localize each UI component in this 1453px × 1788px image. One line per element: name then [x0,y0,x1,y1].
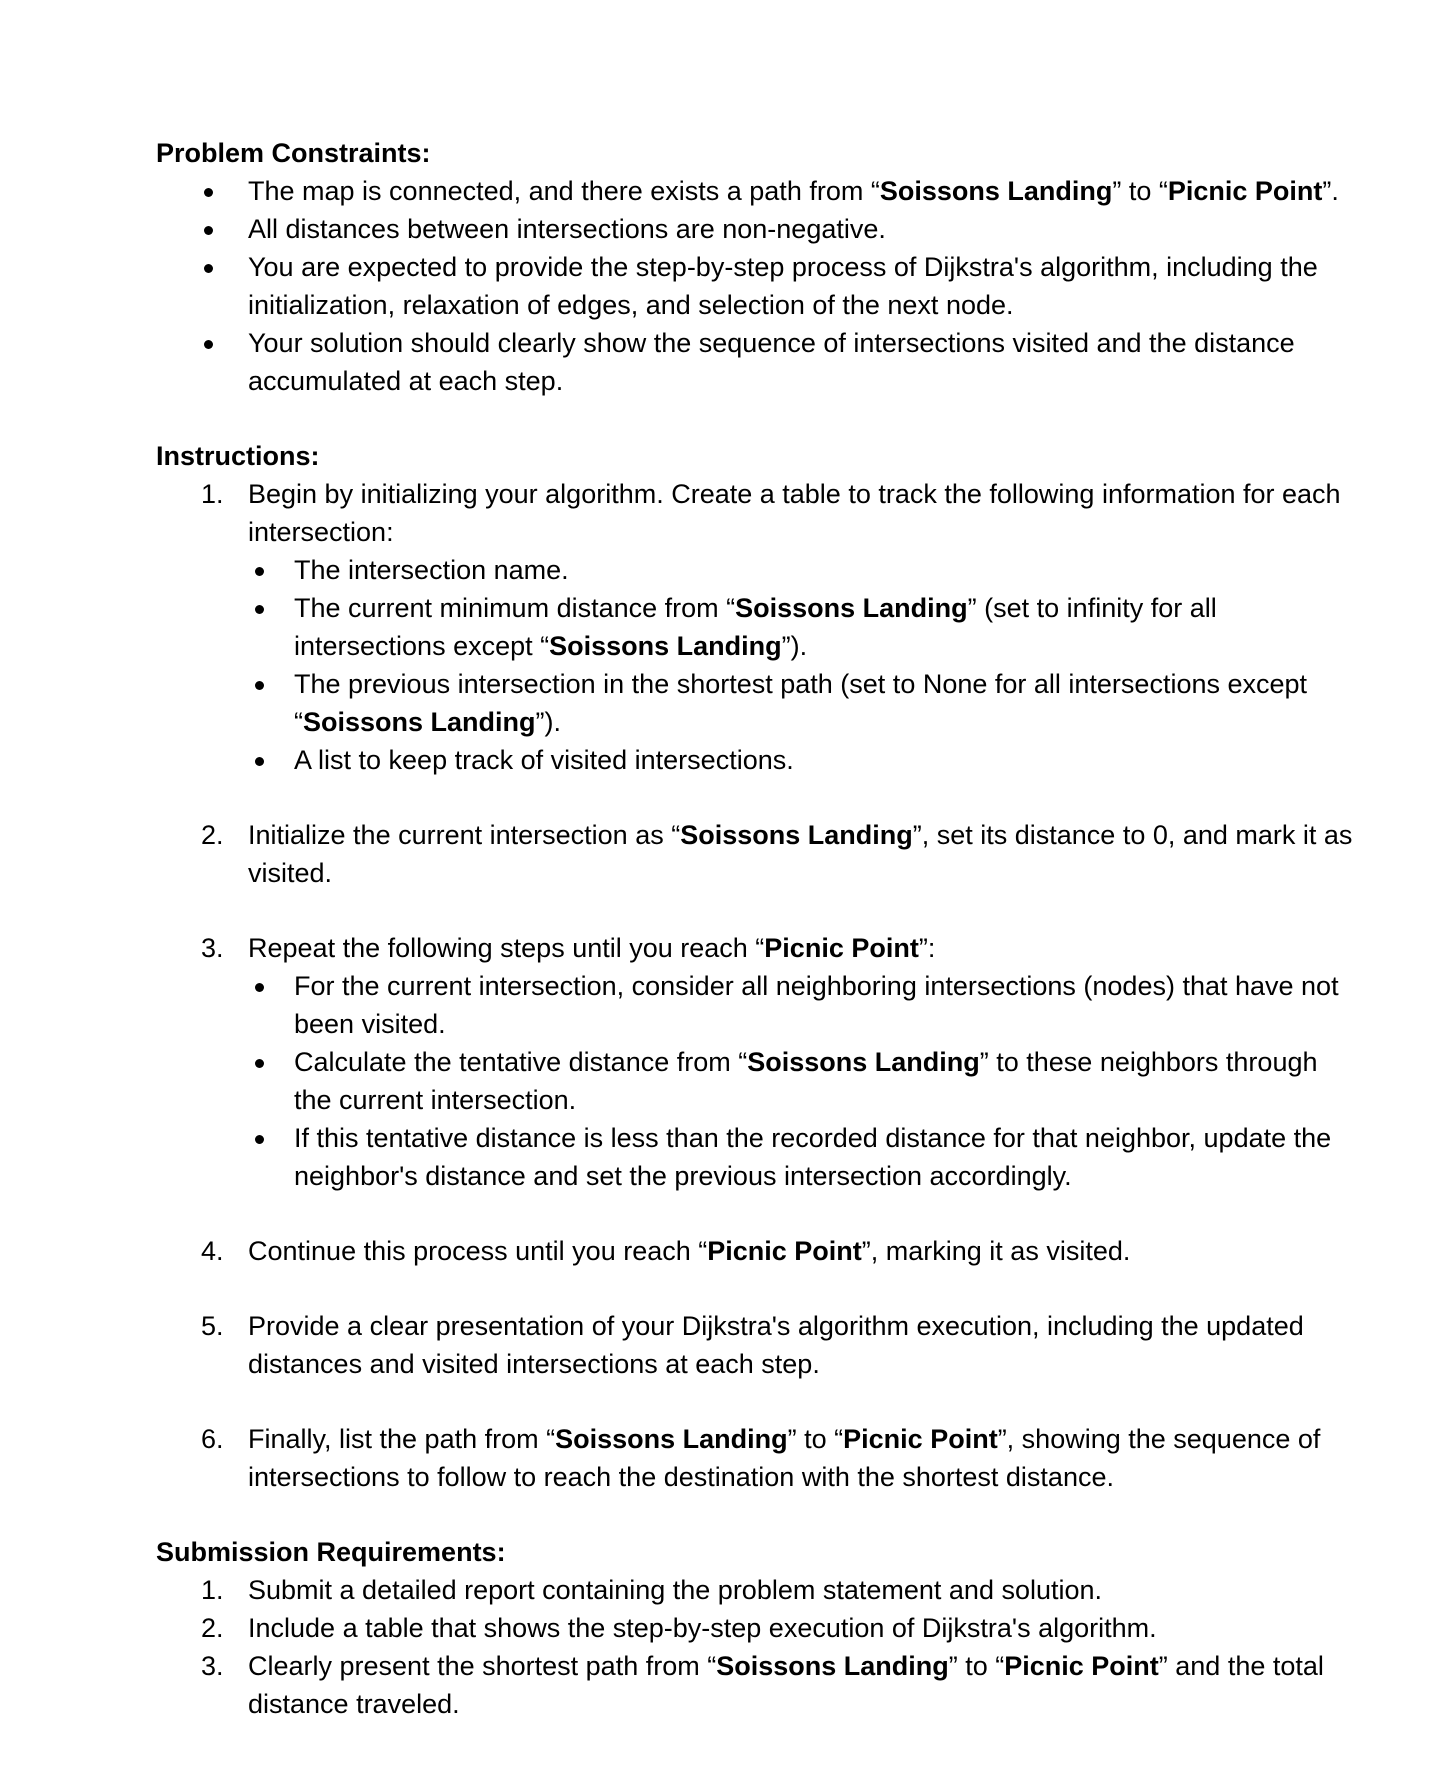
bold-place-name: Picnic Point [1167,176,1323,206]
bullet-item [248,967,1356,1043]
sub-bullet-list [248,967,1356,1195]
text-run: The map is connected, and there exists a path from “ [248,176,880,206]
bullet-item [156,324,1356,400]
numbered-item [156,929,1356,967]
bullet-text [294,967,1356,1043]
bullet-icon [156,210,248,248]
constraints-heading: Problem Constraints: [156,138,431,168]
bold-place-name: Soissons Landing [879,176,1113,206]
numbered-item [156,1609,1356,1647]
bullet-text [248,210,1356,248]
text-run: Finally, list the path from “ [248,1424,556,1454]
bold-place-name: Picnic Point [764,933,919,963]
bullet-text [248,248,1356,324]
bold-place-name: Soissons Landing [303,707,536,737]
item-text [248,929,1356,967]
text-run: ”). [535,707,562,737]
text-run: If this tentative distance is less than the recorded distance for that neighbor, update the neighbor's distance and set the previous intersection accordingly. [294,1123,1332,1191]
bullet-item [248,1119,1356,1195]
bullet-item [248,551,1356,589]
text-run: ”, showing the sequence of intersections to follow to reach the destination with the shortest distance. [248,1424,1321,1492]
bullet-icon [156,172,248,210]
bold-place-name: Picnic Point [843,1424,998,1454]
bullet-item [248,665,1356,741]
text-run: Your solution should clearly show the sequence of intersections visited and the distance accumulated at each step. [248,328,1295,396]
bullet-text [248,324,1356,400]
bullet-icon [156,248,248,324]
text-run: Provide a clear presentation of your Dijkstra's algorithm execution, including the updated distances and visited intersections at each step. [248,1311,1304,1379]
bold-place-name: Soissons Landing [747,1047,980,1077]
item-text [248,816,1356,892]
text-run: The previous intersection in the shortest path (set to None for all intersections except “ [294,669,1308,737]
text-run: For the current intersection, consider all neighboring intersections (nodes) that have not been visited. [294,971,1339,1039]
bullet-item [248,741,1356,779]
text-run: A list to keep track of visited intersections. [294,745,794,775]
bullet-icon [248,589,294,665]
submission-list [156,1571,1356,1723]
text-run: All distances between intersections are non-negative. [248,214,886,244]
instructions-list [156,475,1356,1496]
bold-place-name: Soissons Landing [735,593,968,623]
spacer [156,1270,1356,1307]
text-run: Continue this process until you reach “ [248,1236,708,1266]
item-text [248,475,1356,551]
text-run: The intersection name. [294,555,569,585]
bullet-item [248,1043,1356,1119]
bold-place-name: Soissons Landing [549,631,782,661]
item-number: 6. [201,1424,224,1454]
item-text [248,1307,1356,1383]
item-text [248,1232,1356,1270]
bold-place-name: Soissons Landing [555,1424,788,1454]
text-run: ”, set its distance to 0, and mark it as visited. [248,820,1353,888]
bold-place-name: Soissons Landing [716,1651,949,1681]
numbered-item [156,475,1356,551]
text-run: Include a table that shows the step-by-step execution of Dijkstra's algorithm. [248,1613,1157,1643]
bold-place-name: Picnic Point [1004,1651,1159,1681]
bullet-text [294,665,1356,741]
numbered-item [156,1647,1356,1723]
text-run: ” to “ [787,1424,844,1454]
bold-place-name: Soissons Landing [680,820,913,850]
bullet-item [156,172,1356,210]
bullet-icon [248,967,294,1043]
bullet-item [156,248,1356,324]
text-run: Repeat the following steps until you reach “ [248,933,765,963]
text-run: Initialize the current intersection as “ [248,820,681,850]
text-run: ” to these neighbors through the current intersection. [294,1047,1318,1115]
bullet-icon [248,551,294,589]
spacer [156,1383,1356,1420]
item-number: 3. [201,1651,224,1681]
item-text [248,1609,1356,1647]
text-run: ”. [1322,176,1339,206]
bullet-text [294,551,1356,589]
text-run: Begin by initializing your algorithm. Create a table to track the following information for each intersection: [248,479,1341,547]
numbered-item [156,1571,1356,1609]
item-number: 1. [201,479,224,509]
text-run: ” and the total distance traveled. [248,1651,1324,1719]
item-number: 3. [201,933,224,963]
bullet-item [156,210,1356,248]
document-page [156,134,1356,1723]
sub-list-wrapper [156,551,1356,779]
item-number: 4. [201,1236,224,1266]
constraints-list [156,172,1356,400]
text-run: Clearly present the shortest path from “ [248,1651,717,1681]
bullet-text [294,1119,1356,1195]
sub-bullet-list [248,551,1356,779]
item-number: 2. [201,1613,224,1643]
text-run: Submit a detailed report containing the problem statement and solution. [248,1575,1103,1605]
text-run: You are expected to provide the step-by-step process of Dijkstra's algorithm, including the initialization, relaxation of edges, and selection of the next node. [248,252,1318,320]
instructions-heading: Instructions: [156,441,320,471]
bullet-text [294,741,1356,779]
bullet-icon [248,1043,294,1119]
text-run: ” to “ [948,1651,1005,1681]
bullet-text [294,589,1356,665]
text-run: ”: [918,933,936,963]
numbered-item [156,1307,1356,1383]
sub-list-wrapper [156,967,1356,1195]
bullet-icon [156,324,248,400]
numbered-item [156,1420,1356,1496]
item-text [248,1420,1356,1496]
item-number: 2. [201,820,224,850]
bullet-text [294,1043,1356,1119]
bullet-text [248,172,1356,210]
text-run: ” (set to infinity for all intersections except “ [294,593,1217,661]
text-run: ” to “ [1112,176,1168,206]
spacer [156,779,1356,816]
bullet-item [248,589,1356,665]
bullet-icon [248,1119,294,1195]
bold-place-name: Picnic Point [707,1236,862,1266]
text-run: Calculate the tentative distance from “ [294,1047,748,1077]
spacer [156,1195,1356,1232]
numbered-item [156,1232,1356,1270]
item-number: 1. [201,1575,224,1605]
item-text [248,1647,1356,1723]
spacer [156,892,1356,929]
text-run: ”, marking it as visited. [861,1236,1131,1266]
text-run: The current minimum distance from “ [294,593,736,623]
item-text [248,1571,1356,1609]
item-number: 5. [201,1311,224,1341]
bullet-icon [248,741,294,779]
bullet-icon [248,665,294,741]
submission-heading: Submission Requirements: [156,1537,506,1567]
numbered-item [156,816,1356,892]
text-run: ”). [781,631,808,661]
